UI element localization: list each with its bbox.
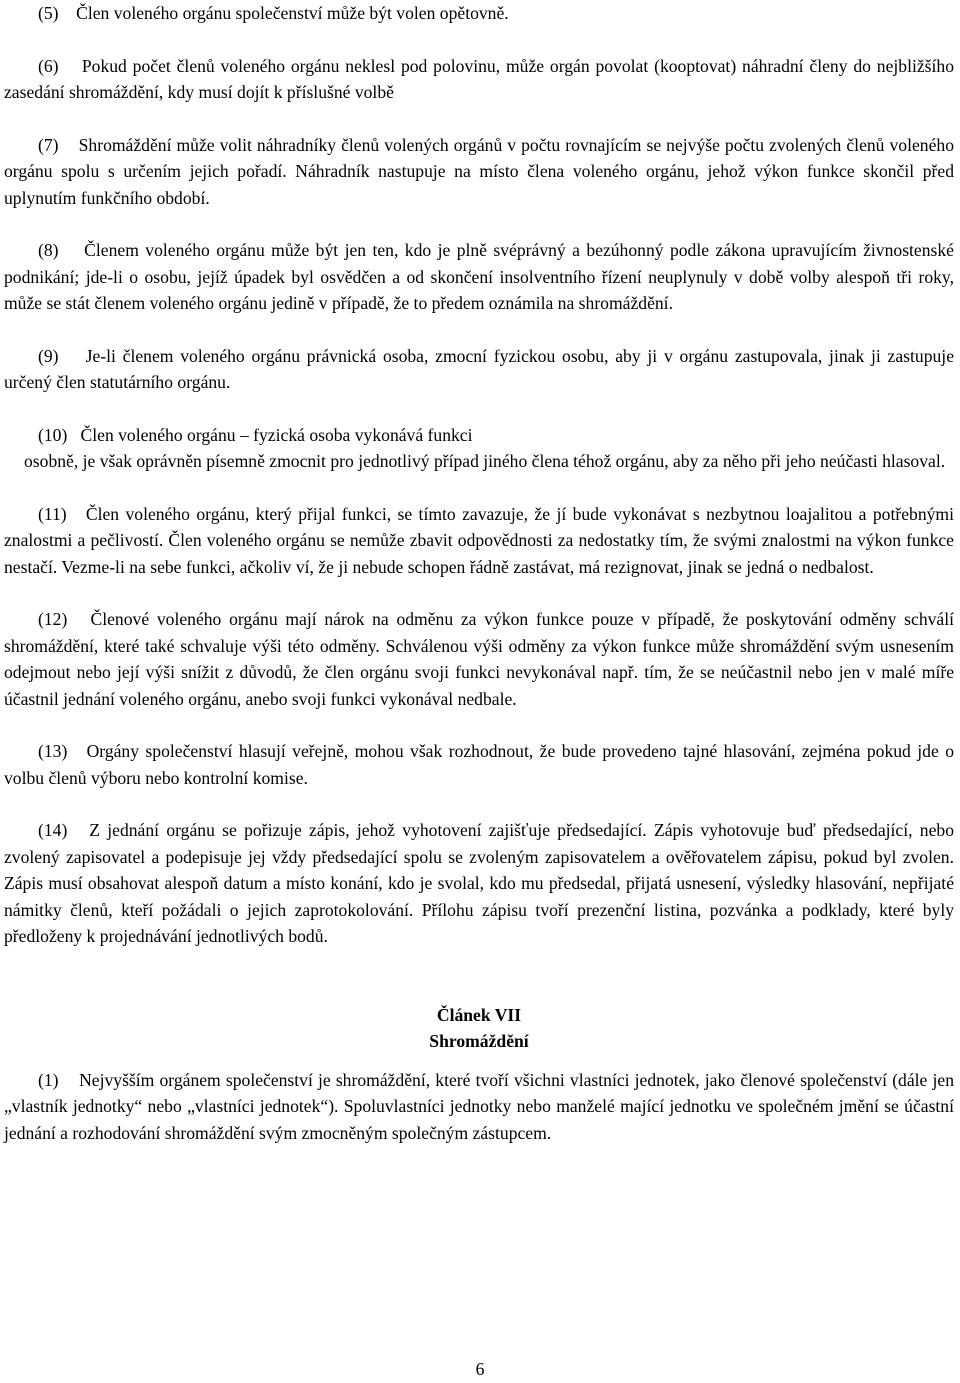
article-title: Shromáždění: [429, 1031, 529, 1051]
paragraph-10-continuation: osobně, je však oprávněn písemně zmocnit pro jednotlivý případ jiného člena téhož orgánu, aby za něho při jeho neúčasti hlasoval.: [24, 451, 946, 471]
paragraph-9: (9) Je-li členem voleného orgánu právnická osoba, zmocní fyzickou osobu, aby ji v orgánu zastupovala, jinak ji zastupuje určený člen statutárního orgánu.: [4, 345, 954, 392]
paragraph-6: (6) Pokud počet členů voleného orgánu neklesl pod polovinu, může orgán povolat (kooptovat) náhradní členy do nejbližšího zasedání shromáždění, kdy musí dojít k příslušné volbě: [4, 55, 954, 102]
paragraph-14: (14) Z jednání orgánu se pořizuje zápis, jehož vyhotovení zajišťuje předsedající. Zápis vyhotovuje buď předsedající, nebo zvolený zapisovatel a podepisuje jej vždy předsedající spolu se zvoleným zapisovatelem a ověřovatelem zápisu, pokud byl zvolen. Zápis musí obsahovat alespoň datum a místo konání, kdo je svolal, kdo mu předsedal, přijatá usnesení, výsledky hlasování, nepřijaté námitky členů, kteří požádali o jejich zaprotokolování. Přílohu zápisu tvoří prezenční listina, pozvánka a podklady, které byly předloženy k projednávání jednotlivých bodů.: [4, 820, 954, 946]
paragraph-7: (7) Shromáždění může volit náhradníky členů volených orgánů v počtu rovnajícím se nejvýše počtu zvolených členů voleného orgánu spolu s určením jejich pořadí. Náhradník nastupuje na místo člena voleného orgánu, jehož výkon funkce skončil před uplynutím funkčního období.: [4, 134, 954, 208]
page-number: 6: [475, 1359, 485, 1379]
article-paragraph-1: (1) Nejvyšším orgánem společenství je shromáždění, které tvoří všichni vlastníci jednotek, jako členové společenství (dále jen „vlastník jednotky“ nebo „vlastníci jednotek“). Spoluvlastníci jednotky nebo manželé mající jednotku ve společném jmění se účastní jednání a rozhodování shromáždění svým zmocněným společným zástupcem.: [4, 1069, 954, 1143]
paragraph-12: (12) Členové voleného orgánu mají nárok na odměnu za výkon funkce pouze v případě, že poskytování odměny schválí shromáždění, které také schvaluje výši této odměny. Schválenou výši odměny za výkon funkce může shromáždění svým usnesením odejmout nebo její výši snížit z důvodů, že člen orgánu svoji funkci nevykonával např. tím, že se neúčastnil nebo jen v malé míře účastnil jednání voleného orgánu, anebo svoji funkci vykonával nedbale.: [4, 609, 954, 709]
paragraph-13: (13) Orgány společenství hlasují veřejně, mohou však rozhodnout, že bude provedeno tajné hlasování, zejména pokud jde o volbu členů výboru nebo kontrolní komise.: [4, 741, 954, 788]
article-heading: [4, 1002, 954, 1055]
paragraph-11: (11) Člen voleného orgánu, který přijal funkci, se tímto zavazuje, že jí bude vykonávat s nezbytnou loajalitou a potřebnými znalostmi a pečlivostí. Člen voleného orgánu se nemůže zbavit odpovědnosti za nedostatky tím, že svými znalostmi na výkon funkce nestačí. Vezme-li na sebe funkci, ačkoliv ví, že ji nebude schopen řádně zastávat, má rezignovat, jinak se jedná o nedbalost.: [4, 503, 954, 577]
paragraph-8: (8) Členem voleného orgánu může být jen ten, kdo je plně svéprávný a bezúhonný podle zákona upravujícím živnostenské podnikání; jde-li o osobu, jejíž úpadek byl osvědčen a od skončení insolventního řízení neuplynuly v době volby alespoň tři roky, může se stát členem voleného orgánu jedině v případě, že to předem oznámila na shromáždění.: [4, 240, 954, 313]
paragraph-10-line1: (10) Člen voleného orgánu – fyzická osoba vykonává funkci: [38, 424, 473, 445]
paragraph-5: (5) Člen voleného orgánu společenství může být volen opětovně.: [38, 3, 509, 23]
article-number: Článek VII: [436, 1004, 522, 1025]
